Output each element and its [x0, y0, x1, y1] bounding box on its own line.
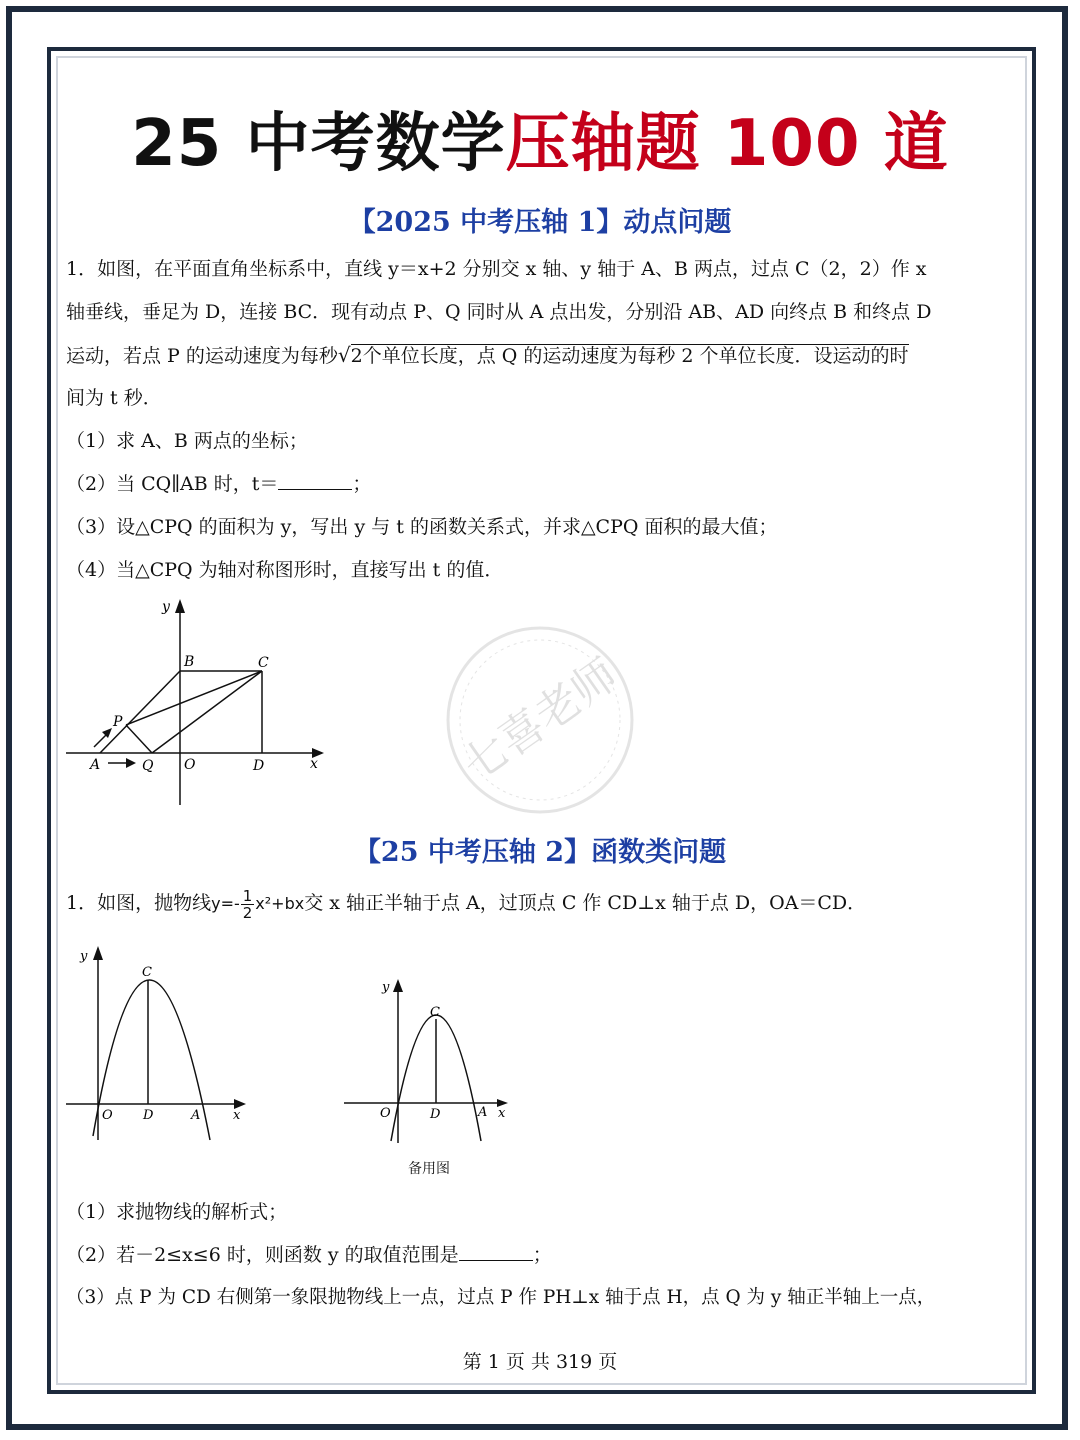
- page-title: [0, 92, 1080, 184]
- label-A: A: [191, 1108, 201, 1123]
- label-y: y: [382, 980, 390, 995]
- label-O: O: [184, 757, 196, 773]
- equation: [211, 887, 305, 922]
- label-D: D: [253, 758, 265, 774]
- figure-2-backup-parabola: [340, 975, 520, 1150]
- label-B: B: [184, 654, 195, 670]
- problem1-q2-end: ；: [352, 473, 372, 495]
- label-A: A: [478, 1105, 488, 1120]
- problem1-line4: 间为 t 秒．: [66, 387, 162, 409]
- label-C: C: [430, 1005, 440, 1020]
- title-part-red: 压轴题: [505, 107, 701, 181]
- label-x: x: [310, 756, 318, 772]
- label-C: C: [258, 655, 269, 671]
- problem1-line3-a: 运动，若点 P 的运动速度为每秒: [66, 345, 338, 367]
- figure-1-coordinate-diagram: [60, 595, 340, 815]
- title-part-black: 25 中考数学: [131, 107, 506, 181]
- watermark-text: 七喜老师: [453, 649, 627, 792]
- label-D: D: [143, 1108, 154, 1123]
- problem2-intro-b: 交 x 轴正半轴于点 A，过顶点 C 作 CD⊥x 轴于点 D，OA＝CD．: [304, 892, 867, 914]
- problem1-line1: 1．如图，在平面直角坐标系中，直线 y＝x+2 分别交 x 轴、y 轴于 A、B 两点，过点 C（2，2）作 x: [66, 258, 927, 280]
- problem1-q3: （3）设△CPQ 的面积为 y，写出 y 与 t 的函数关系式，并求△CPQ 面积的最大值；: [66, 516, 778, 538]
- problem2-intro: [66, 888, 866, 921]
- problem1-q4: （4）当△CPQ 为轴对称图形时，直接写出 t 的值．: [66, 559, 504, 581]
- y-axis-arrow: [393, 979, 403, 992]
- section-heading-2: 【25 中考压轴 2】函数类问题: [353, 837, 727, 868]
- label-y: y: [162, 599, 170, 615]
- problem1-q2: [66, 471, 371, 497]
- segment-PQ: [126, 725, 152, 753]
- problem1-q1: （1）求 A、B 两点的坐标；: [66, 430, 308, 452]
- label-D: D: [430, 1107, 441, 1122]
- watermark-stamp: [430, 620, 650, 820]
- equation-denominator: 2: [242, 904, 253, 922]
- problem1-q2-text: （2）当 CQ∥AB 时，t＝: [66, 473, 279, 495]
- problem2-q2-text: （2）若－2≤x≤6 时，则函数 y 的取值范围是: [66, 1244, 459, 1266]
- label-O: O: [102, 1108, 113, 1123]
- title-part-count: 100 道: [700, 107, 949, 181]
- y-axis-arrow: [175, 599, 185, 613]
- label-x: x: [498, 1106, 506, 1121]
- label-O: O: [380, 1106, 391, 1121]
- problem1-line2: 轴垂线，垂足为 D，连接 BC．现有动点 P、Q 同时从 A 点出发，分别沿 AB、AD 向终点 B 和终点 D: [66, 301, 932, 323]
- motion-arrow-Q-head: [126, 758, 136, 768]
- problem1-line3: [66, 342, 909, 369]
- backup-figure-caption: 备用图: [408, 1161, 450, 1177]
- section-heading-1: 【2025 中考压轴 1】动点问题: [348, 207, 732, 238]
- segment-PC: [126, 671, 262, 725]
- problem1-line3-b: 2个单位长度，点 Q 的运动速度为每秒 2 个单位长度．设运动的时: [350, 345, 909, 367]
- label-A: A: [90, 757, 101, 773]
- y-axis-arrow: [93, 946, 103, 960]
- label-x: x: [233, 1108, 241, 1123]
- label-P: P: [113, 714, 123, 730]
- page-footer: 第 1 页 共 319 页: [462, 1351, 618, 1373]
- equation-numerator: 1: [242, 887, 253, 905]
- problem2-q1: （1）求抛物线的解析式；: [66, 1201, 288, 1223]
- equation-y: y=-: [211, 894, 240, 913]
- label-Q: Q: [142, 758, 154, 774]
- equation-rest: x²+bx: [255, 894, 305, 913]
- problem2-q2: [66, 1242, 552, 1268]
- equation-fraction: [241, 888, 255, 921]
- answer-blank[interactable]: [459, 1242, 533, 1261]
- problem2-intro-a: 1．如图，抛物线: [66, 892, 212, 914]
- figure-2-parabola: [60, 940, 260, 1145]
- problem2-q3: （3）点 P 为 CD 右侧第一象限抛物线上一点，过点 P 作 PH⊥x 轴于点 H，点 Q 为 y 轴正半轴上一点，: [66, 1287, 936, 1308]
- label-C: C: [142, 965, 152, 980]
- problem2-q2-end: ；: [532, 1244, 552, 1266]
- sqrt-symbol: √: [337, 343, 351, 367]
- label-y: y: [80, 949, 88, 964]
- answer-blank[interactable]: [278, 471, 352, 490]
